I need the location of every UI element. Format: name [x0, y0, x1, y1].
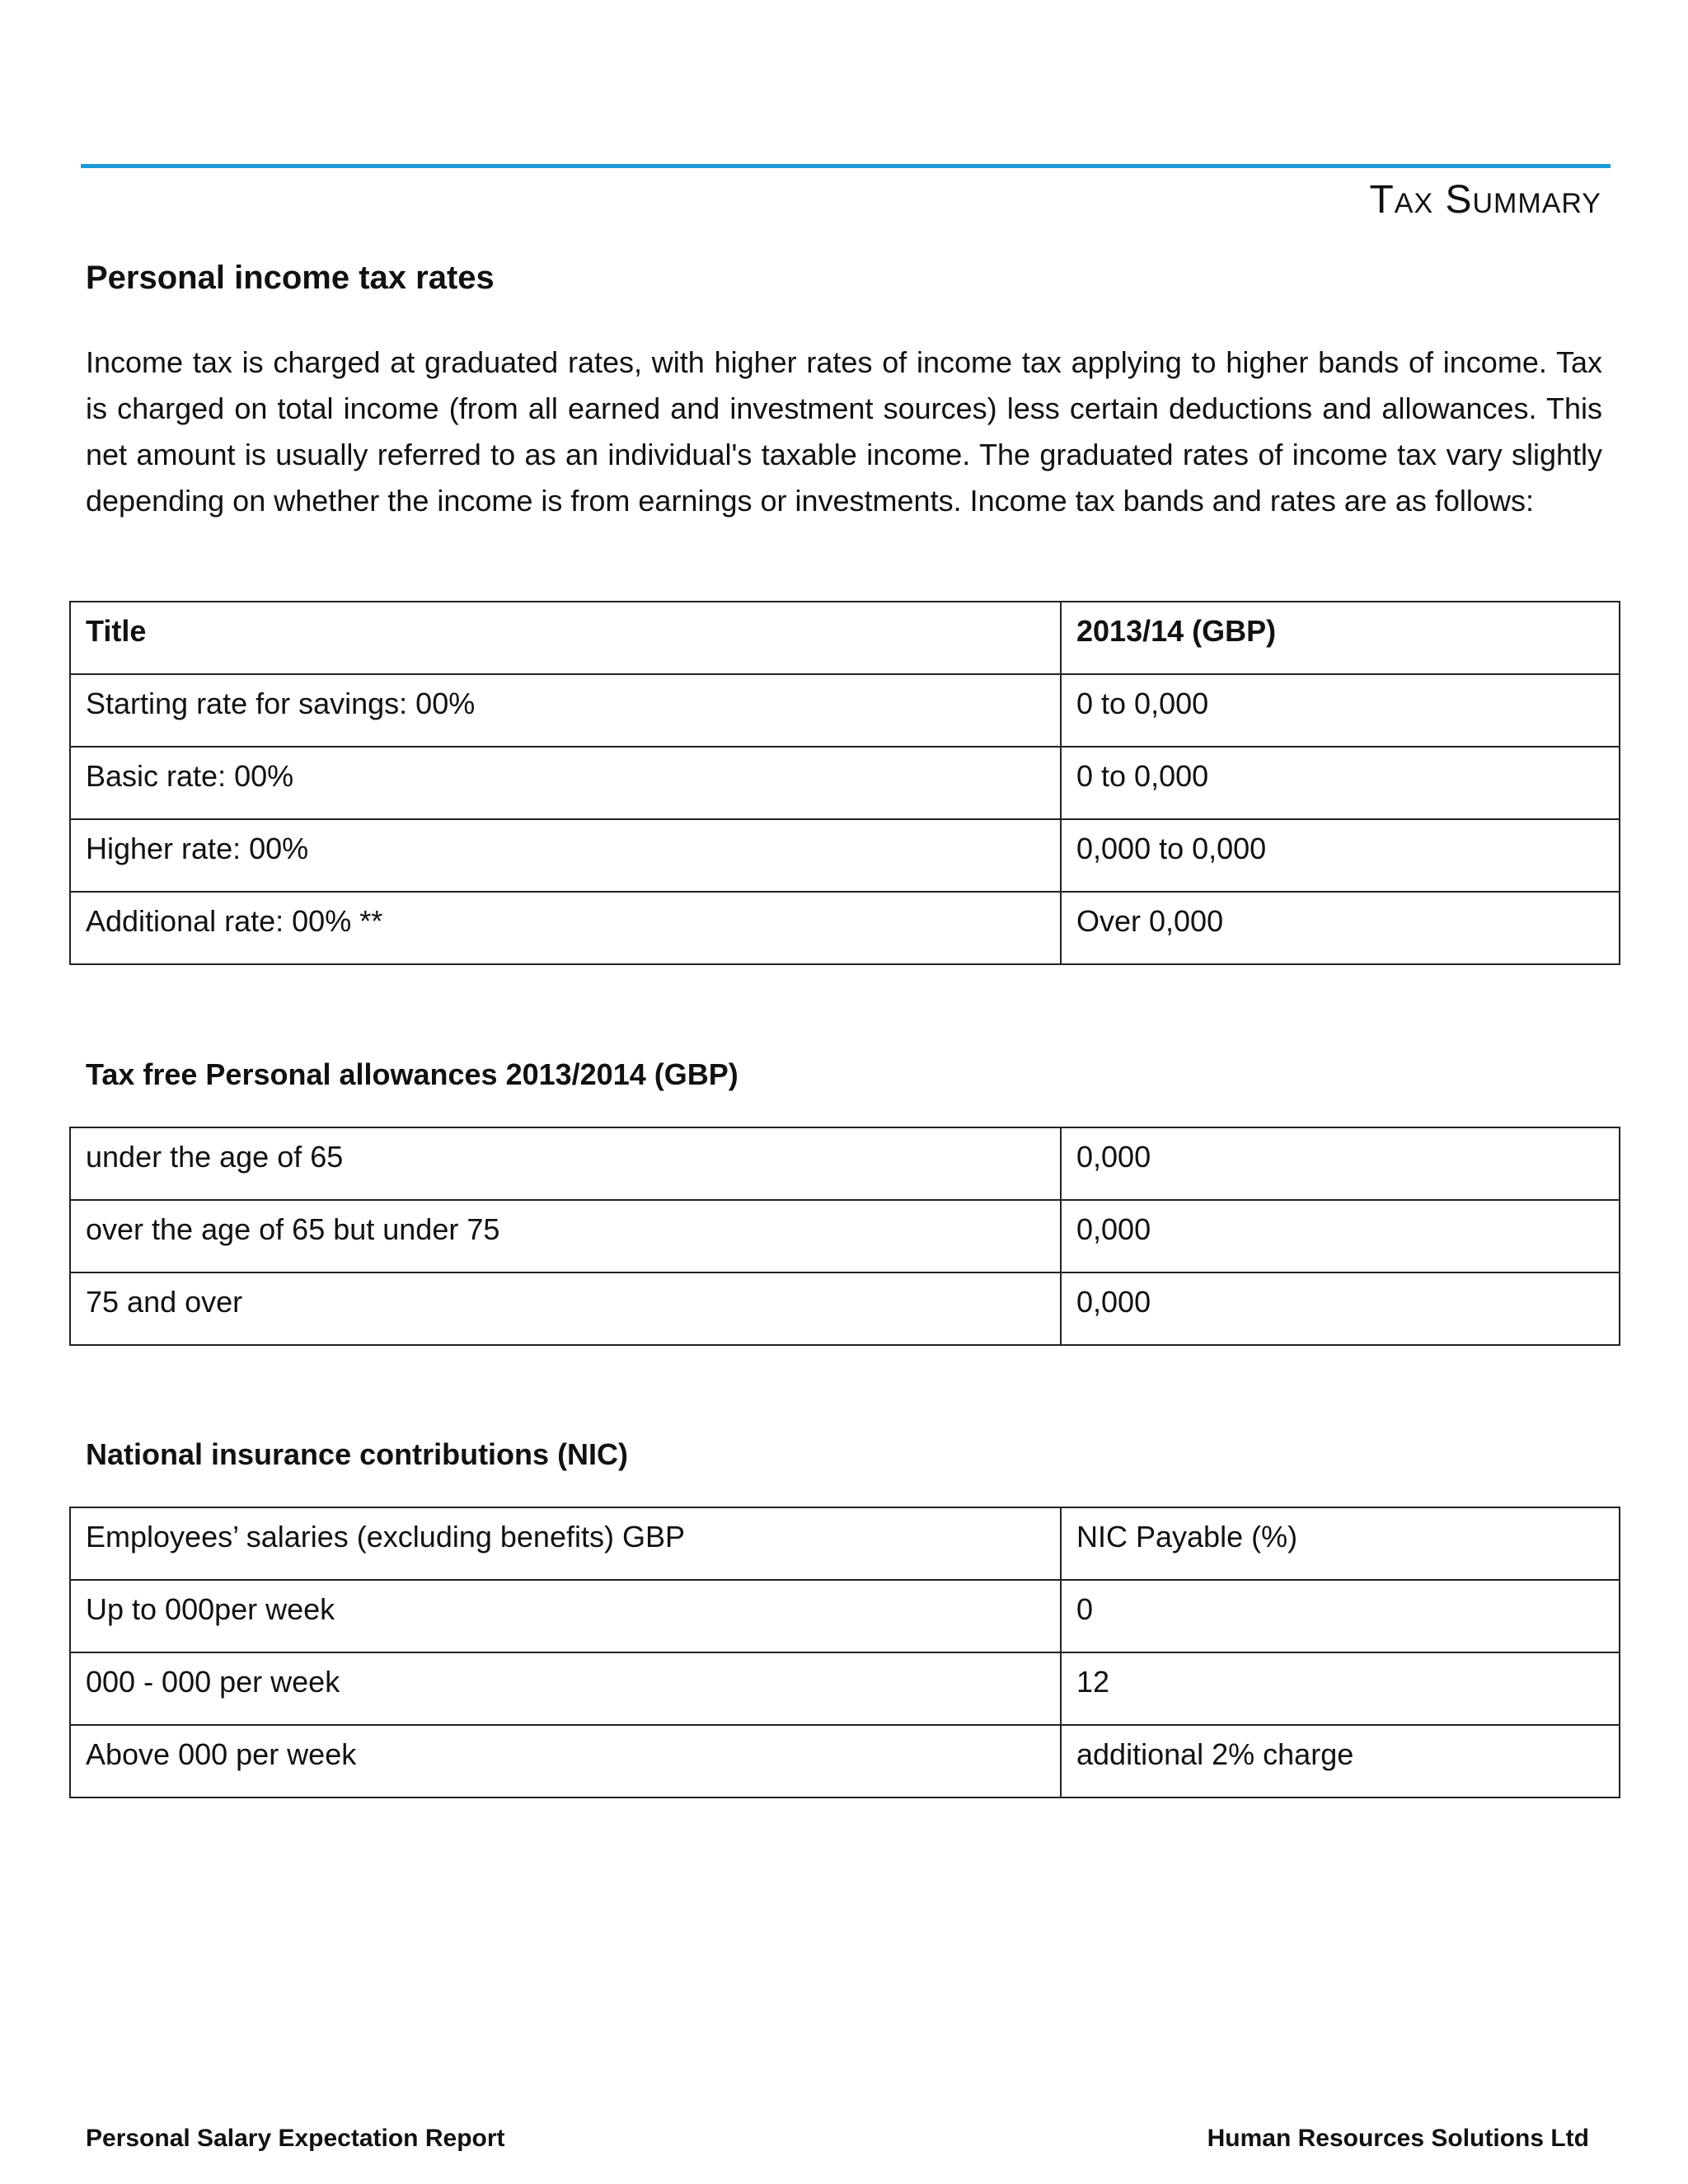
table-cell: 0 to 0,000	[1061, 747, 1620, 819]
footer-report-name: Personal Salary Expectation Report	[86, 2125, 505, 2152]
table-cell: Up to 000per week	[70, 1580, 1061, 1652]
nic-heading: National insurance contributions (NIC)	[86, 1437, 629, 1471]
table-cell: 12	[1061, 1652, 1620, 1725]
table-header-cell: Title	[70, 602, 1061, 674]
allowances-heading: Tax free Personal allowances 2013/2014 (GBP)	[86, 1057, 738, 1091]
allowances-table	[69, 1127, 1620, 1346]
footer-company-name: Human Resources Solutions Ltd	[1207, 2125, 1589, 2152]
table-cell: 0 to 0,000	[1061, 674, 1620, 747]
table-cell: 75 and over	[70, 1272, 1061, 1345]
table-cell: NIC Payable (%)	[1061, 1507, 1620, 1580]
section-heading: Tax Summary	[1369, 178, 1601, 222]
table-cell: over the age of 65 but under 75	[70, 1200, 1061, 1272]
table-cell: under the age of 65	[70, 1127, 1061, 1200]
table-cell: Over 0,000	[1061, 892, 1620, 964]
table-row	[70, 1580, 1620, 1652]
table-header-cell: 2013/14 (GBP)	[1061, 602, 1620, 674]
table-cell: 0,000 to 0,000	[1061, 819, 1620, 892]
table-cell: Basic rate: 00%	[70, 747, 1061, 819]
table-cell: Additional rate: 00% **	[70, 892, 1061, 964]
table-row	[70, 1652, 1620, 1725]
table-cell: Employees’ salaries (excluding benefits) GBP	[70, 1507, 1061, 1580]
table-row	[70, 1507, 1620, 1580]
page-title: Personal income tax rates	[86, 260, 495, 296]
table-cell: Starting rate for savings: 00%	[70, 674, 1061, 747]
table-row	[70, 819, 1620, 892]
table-row	[70, 1200, 1620, 1272]
table-cell: 0,000	[1061, 1200, 1620, 1272]
table-row	[70, 892, 1620, 964]
table-row	[70, 747, 1620, 819]
table-cell: 0,000	[1061, 1127, 1620, 1200]
tax-rates-table	[69, 601, 1620, 965]
table-row	[70, 674, 1620, 747]
table-cell: Higher rate: 00%	[70, 819, 1061, 892]
table-row	[70, 1127, 1620, 1200]
table-cell: Above 000 per week	[70, 1725, 1061, 1797]
header-rule	[81, 164, 1611, 168]
intro-paragraph: Income tax is charged at graduated rates, with higher rates of income tax applying to higher bands of income. Tax is charged on total income (from all earned and investment sources) less certain deductions and allowances. This net amount is usually referred to as an individual's taxable income. The graduated rates of income tax vary slightly depending on whether the income is from earnings or investments. Income tax bands and rates are as follows:	[86, 345, 1602, 518]
table-header-row	[70, 602, 1620, 674]
table-cell: 0,000	[1061, 1272, 1620, 1345]
nic-table	[69, 1507, 1620, 1798]
table-cell: 000 - 000 per week	[70, 1652, 1061, 1725]
table-row	[70, 1725, 1620, 1797]
table-row	[70, 1272, 1620, 1345]
table-cell: additional 2% charge	[1061, 1725, 1620, 1797]
table-cell: 0	[1061, 1580, 1620, 1652]
